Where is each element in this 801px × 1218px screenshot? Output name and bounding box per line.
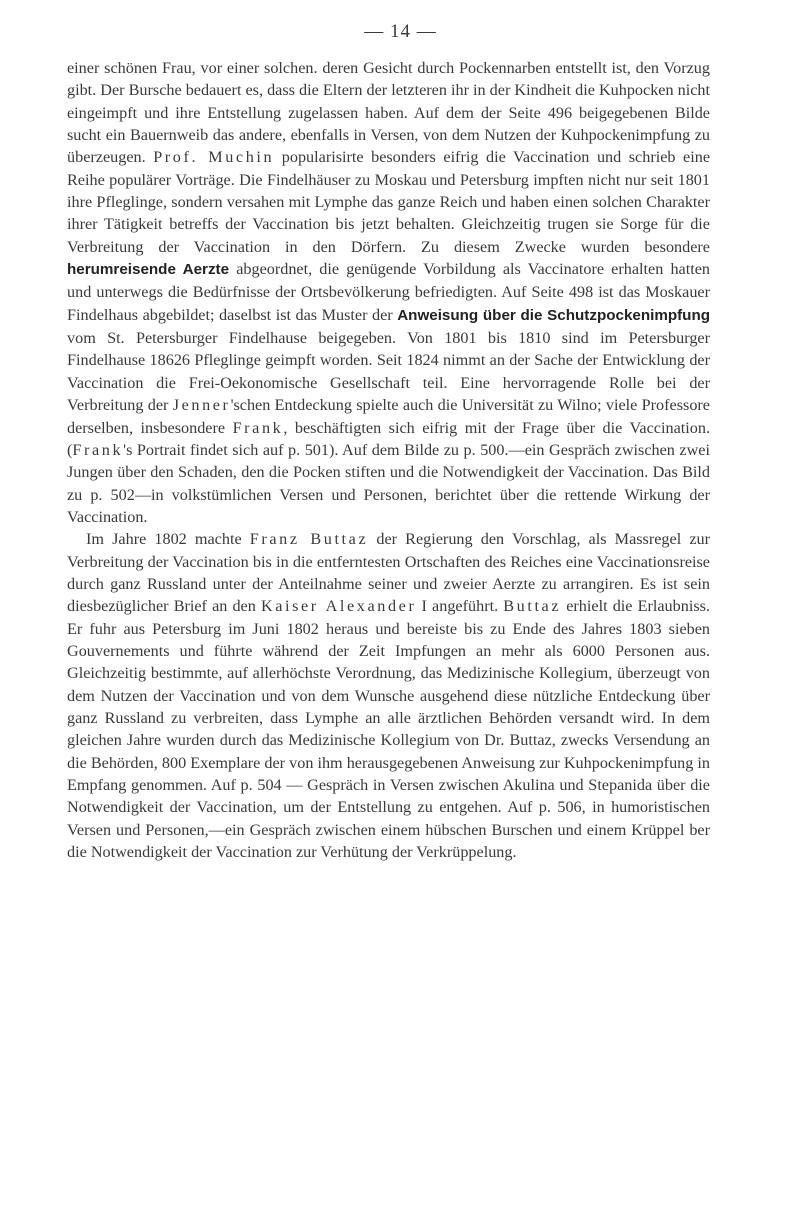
spaced-name: Jenner — [172, 396, 231, 415]
bold-phrase: Anweisung über die Schutzpockenimpfung — [397, 306, 711, 324]
text-run: einer schönen Frau, vor einer solchen. deren Gesicht durch Pockennarben entstellt ist, den Vorzug gibt. Der Bursche bedauert es, dass die Eltern der letzteren ihr in der Kindheit die Kuhpocken nicht eingeimpft und ihre Entstellung zugelassen haben. Auf dem der Seite 496 beigegebenen Bilde sucht ein Bauernweib das andere, ebenfalls in Versen, von dem Nutzen der Kuhpockenimpfung zu überzeugen. — [67, 59, 710, 167]
spaced-name: Buttaz — [503, 597, 562, 616]
paragraph-2 — [67, 528, 710, 863]
bold-phrase: herumreisende Aerzte — [67, 261, 230, 279]
text-run: , beschäftigten sich eifrig mit der Frage über die Vaccination. ( — [67, 418, 710, 459]
text-run: Im Jahre 1802 machte — [86, 530, 250, 549]
text-run: der Regierung den Vorschlag, als Massregel zur Verbreitung der Vaccination bis in die entferntesten Ortschaften des Reiches eine Vaccinationsreise durch ganz Russland unter der Anteilnahme seiner und zweier Aerzte zu arrangiren. Es ist sein diesbezüglicher Brief an den — [67, 530, 710, 616]
text-run: 'schen Entdeckung spielte auch die Universität zu Wilno; viele Professore derselben, insbesondere — [67, 396, 710, 437]
text-run: erhielt die Erlaubniss. Er fuhr aus Petersburg im Juni 1802 heraus und bereiste bis zu Ende des Jahres 1803 sieben Gouvernements und führte während der Zeit Impfungen an mehr als 6000 Personen aus. Gleichzeitig bestimmte, auf allerhöchste Verordnung, das Medizinische Kollegium, überzeugt von dem Nutzen der Vaccination und von dem Wunsche ausgehend diese nützliche Entdeckung über ganz Russland zu verbreiten, dass Lymphe an alle ärztlichen Behörden versandt wird. In dem gleichen Jahre wurden durch das Medizinische Kollegium von Dr. Buttaz, zwecks Versendung an die Behörden, 800 Exemplare der von ihm herausgegebenen Anweisung zur Kuhpockenimpfung in Empfang genommen. Auf p. 504 — Gespräch in Versen zwischen Akulina und Stepanida über die Notwendigkeit der Vaccination, um der Entstellung zu entgehen. Auf p. 506, in humoristischen Versen und Personen,—ein Gespräch zwischen einem hübschen Burschen und einem Krüppel ber die Notwendigkeit der Vaccination zur Verhütung der Verkrüppelung. — [67, 597, 710, 862]
spaced-name: Frank — [72, 440, 124, 459]
text-run: vom St. Petersburger Findelhause beigegeben. Von 1801 bis 1810 sind im Petersburger Findelhause 18626 Pfleglinge geimpft worden. Seit 1824 nimmt an der Sache der Entwicklung der Vaccination die Frei-Oekonomische Gesellschaft teil. Eine hervorragende Rolle bei der Verbreitung der — [67, 329, 710, 415]
spaced-name: Frank — [232, 418, 284, 437]
paragraph-1 — [67, 57, 710, 528]
page-number: — 14 — — [364, 21, 437, 42]
body-text — [67, 57, 710, 863]
text-run: 's Portrait findet sich auf p. 501). Auf dem Bilde zu p. 500.—ein Gespräch zwischen zwei Jungen über den Schaden, den die Pocken stiften und die Notwendigkeit der Vaccination. Das Bild zu p. 502—in volkstümlichen Versen und Personen, berichtet über die rettende Wirkung der Vaccination. — [67, 440, 710, 526]
text-run: I angeführt. — [416, 597, 504, 616]
spaced-name: Franz Buttaz — [249, 530, 369, 549]
text-run: popularisirte besonders eifrig die Vaccination und schrieb eine Reihe populärer Vorträge. Die Findelhäuser zu Moskau und Petersburg impften nicht nur seit 1801 ihre Pfleglinge, sondern versahen mit Lymphe das ganze Reich und haben einen solchen Charakter ihrer Tätigkeit betreffs der Vaccination bis jetzt behalten. Gleichzeitig trugen sie Sorge für die Verbreitung der Vaccination in den Dörfern. Zu diesem Zwecke wurden besondere — [67, 148, 710, 256]
spaced-name: Kaiser Alexander — [260, 597, 417, 616]
spaced-name: Prof. Muchin — [153, 148, 275, 167]
text-run: abgeordnet, die genügende Vorbildung als Vaccinatore erhalten hatten und unterwegs die Bedürfnisse der Ortsbevölkerung befriedigten. Auf Seite 498 ist das Moskauer Findelhaus abgebildet; daselbst ist das Muster der — [67, 260, 710, 324]
